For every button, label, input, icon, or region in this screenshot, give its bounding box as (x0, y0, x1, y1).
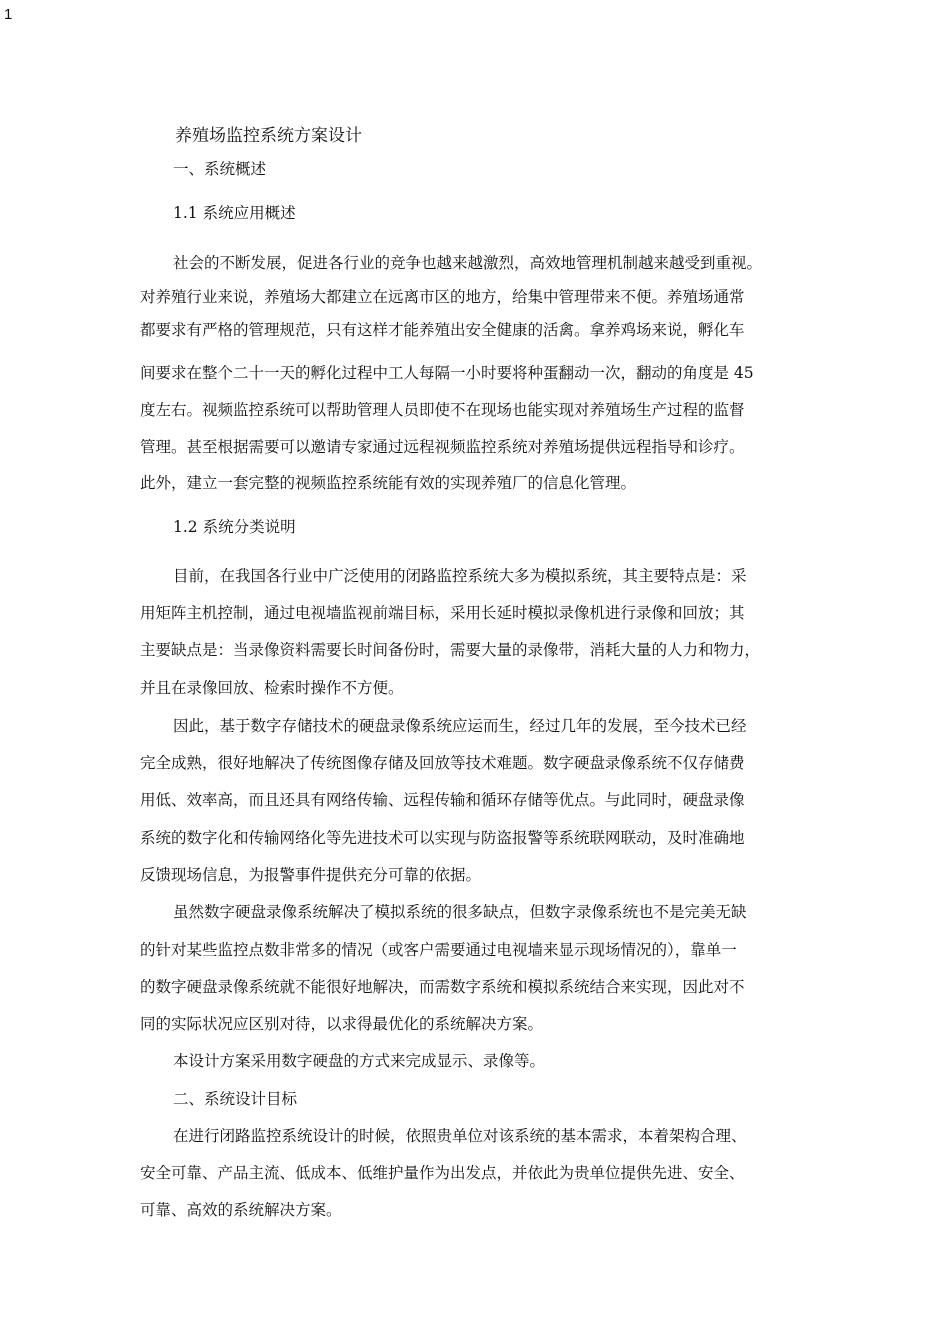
paragraph-line: 此外，建立一套完整的视频监控系统能有效的实现养殖厂的信息化管理。 (140, 474, 637, 492)
section-2-heading: 二、系统设计目标 (173, 1090, 298, 1108)
paragraph-line: 虽然数字硬盘录像系统解决了模拟系统的很多缺点，但数字录像系统也不是完美无缺 (173, 903, 747, 921)
section-1-heading: 一、系统概述 (173, 160, 267, 178)
paragraph-line: 主要缺点是：当录像资料需要长时间备份时，需要大量的录像带，消耗大量的人力和物力， (140, 641, 761, 659)
paragraph-line: 同的实际状况应区别对待，以求得最优化的系统解决方案。 (140, 1015, 544, 1033)
paragraph-line: 可靠、高效的系统解决方案。 (140, 1201, 342, 1219)
paragraph-line: 目前，在我国各行业中广泛使用的闭路监控系统大多为模拟系统，其主要特点是：采 (173, 567, 747, 585)
paragraph-line: 都要求有严格的管理规范，只有这样才能养殖出安全健康的活禽。拿养鸡场来说，孵化车 (140, 321, 745, 339)
section-1-1-heading: 1.1 系统应用概述 (173, 204, 296, 222)
paragraph-line: 并且在录像回放、检索时操作不方便。 (140, 679, 404, 697)
paragraph-line: 安全可靠、产品主流、低成本、低维护量作为出发点，并依此为贵单位提供先进、安全、 (140, 1164, 745, 1182)
paragraph-line: 管理。甚至根据需要可以邀请专家通过远程视频监控系统对养殖场提供远程指导和诊疗。 (140, 438, 745, 456)
paragraph-line: 社会的不断发展，促进各行业的竞争也越来越激烈，高效地管理机制越来越受到重视。 (173, 254, 763, 272)
paragraph-line: 的针对某些监控点数非常多的情况（或客户需要通过电视墙来显示现场情况的），靠单一 (140, 941, 737, 959)
paragraph-line: 度左右。视频监控系统可以帮助管理人员即使不在现场也能实现对养殖场生产过程的监督 (140, 401, 745, 419)
paragraph-line: 对养殖行业来说，养殖场大都建立在远离市区的地方，给集中管理带来不便。养殖场通常 (140, 288, 745, 306)
section-1-2-heading: 1.2 系统分类说明 (173, 518, 296, 536)
paragraph-line: 用低、效率高，而且还具有网络传输、远程传输和循环存储等优点。与此同时，硬盘录像 (140, 791, 745, 809)
paragraph-line: 用矩阵主机控制，通过电视墙监视前端目标，采用长延时模拟录像机进行录像和回放；其 (140, 604, 745, 622)
paragraph-line: 的数字硬盘录像系统就不能很好地解决，而需数字系统和模拟系统结合来实现，因此对不 (140, 978, 745, 996)
paragraph-line: 间要求在整个二十一天的孵化过程中工人每隔一小时要将种蛋翻动一次，翻动的角度是 45 (140, 364, 754, 382)
paragraph-line: 反馈现场信息，为报警事件提供充分可靠的依据。 (140, 866, 482, 884)
paragraph-line: 完全成熟，很好地解决了传统图像存储及回放等技术难题。数字硬盘录像系统不仅存储费 (140, 754, 745, 772)
paragraph-line: 在进行闭路监控系统设计的时候，依照贵单位对该系统的基本需求，本着架构合理、 (173, 1127, 747, 1145)
paragraph-line: 系统的数字化和传输网络化等先进技术可以实现与防盗报警等系统联网联动，及时准确地 (140, 829, 745, 847)
paragraph-line: 本设计方案采用数字硬盘的方式来完成显示、录像等。 (173, 1052, 546, 1070)
page-number: 1 (4, 6, 13, 23)
paragraph-line: 因此，基于数字存储技术的硬盘录像系统应运而生，经过几年的发展，至今技术已经 (173, 717, 747, 735)
document-title: 养殖场监控系统方案设计 (175, 126, 362, 146)
